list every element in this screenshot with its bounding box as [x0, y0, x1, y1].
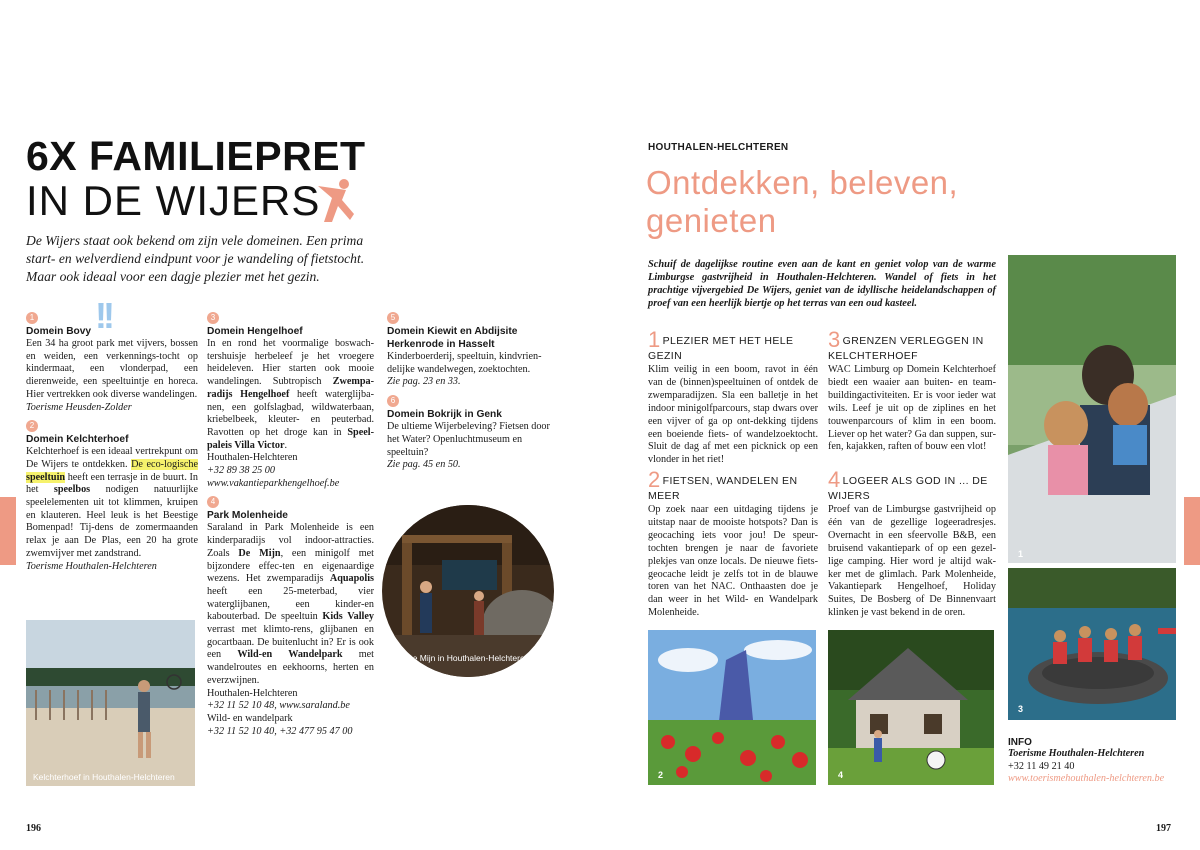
- exclamation-mark: !!: [95, 295, 111, 336]
- domain-title: Domein Kiewit en Abdijsite Herkenrode in Hasselt: [387, 326, 518, 350]
- domain-title: Domein Kelchterhoef: [26, 434, 129, 446]
- info-block: [1008, 737, 1188, 786]
- photo-number: 2: [658, 770, 664, 780]
- domain-number-badge: 6: [387, 395, 399, 407]
- domain-body: Kinderboerderij, speeltuin, kindvrien-delijke wandelwegen, zoektochten.: [387, 351, 542, 375]
- tower-photo: [648, 630, 816, 785]
- family-photo: [1008, 255, 1176, 563]
- photo-caption: De Mijn in Houthalen-Helchteren: [406, 653, 530, 663]
- section-body: Proef van de Limburgse gastvrijheid op één van de gezellige logeeradresjes. Overnacht in een sfeervolle B&B, een bruisend vakantiepark of op een gezel-lige camping. Hier word je altijd wak-ker met de glimlach. Park Molenheide, Vakantiepark Hengelhoef, Holiday Suites, De Bosberg of De Binnenvaart klinken je vast bekend in de oren.: [828, 504, 996, 619]
- highlighted-text: De eco-logische speeltuin: [26, 458, 199, 483]
- page-title-line1: 6X FAMILIEPRET: [26, 133, 366, 179]
- section-heading: 1 PLEZIER MET HET HELE GEZIN: [648, 327, 794, 362]
- right-page-title: Ontdekken, beleven, genieten: [646, 164, 959, 239]
- page-number-left: 196: [26, 823, 41, 834]
- info-phone: +32 11 49 21 40: [1008, 760, 1075, 772]
- region-kicker: HOUTHALEN-HELCHTEREN: [648, 142, 789, 153]
- section-2: [648, 467, 818, 620]
- domain-column-3: [387, 312, 555, 472]
- photo-number: 1: [1018, 549, 1024, 559]
- domain-number-badge: 2: [26, 420, 38, 432]
- domain-title: Domein Bokrijk in Genk: [387, 409, 502, 421]
- right-intro: Schuif de dagelijkse routine even aan de kant en geniet volop van de warme Limburgse gastvrijheid in Houthalen-Helchteren. Wandel of fiets in het prachtige vijvergebied De Wijers, geniet van de idyllische heidelandschappen of proef van een heerlijk biertje op het terras van een oud kasteel.: [648, 259, 996, 309]
- page-number-right: 197: [1156, 823, 1171, 834]
- domain-place: Houthalen-Helchteren: [207, 452, 298, 464]
- domain-title: Domein Hengelhoef: [207, 326, 303, 337]
- domain-url-link[interactable]: www.saraland.be: [279, 700, 350, 712]
- domain-body: In en rond het voormalige boswach-tershuisje herbeleef je het vroegere heideleven. Hier starten ook mooie wandelingen. Subtropisch Zwempa-radijs Hengelhoef heeft waterglijba-nen, een golfslagbad, wildwaterbaan, kriebelbeek, kleuter- en peuterbad. Ravotten op het droge kan in Speel-paleis Villa Victor.: [207, 338, 375, 451]
- page-title-line2: IN DE WIJERS: [26, 177, 321, 224]
- info-label: INFO: [1008, 737, 1032, 748]
- domain-body: Kelchterhoef is een ideaal vertrekpunt om De Wijers te ontdekken. De eco-logische speeltuin heeft een terrasje in de buurt. In het speelbos nodigen natuurlijke speelelementen uit tot klimmen, kruipen en klauteren. Heel leuk is het Beestige Bomenpad! Tij-dens de zomermaanden relax je aan De Plas, een 20 ha grote zwemvijver met zandstrand.: [26, 446, 199, 559]
- right-side-tab: [1184, 497, 1200, 565]
- domain-number-badge: 4: [207, 496, 219, 508]
- domain-number-badge: 3: [207, 312, 219, 324]
- section-body: Op zoek naar een uitdaging tijdens je uitstap naar de mooiste hotspots? Dan is geocaching iets voor jou! De speur-tochten brengen je naar de favoriete plekjes van onze locals. De nieuwe fiets-geocache leidt je zelfs tot in de blauwe toren van het NAC. Onthaasten doe je dan weer in het Wild- en Wandelpark Molenheide.: [648, 504, 818, 619]
- domain-number-badge: 5: [387, 312, 399, 324]
- domain-number-badge: 1: [26, 312, 38, 324]
- domain-ref: Zie pag. 23 en 33.: [387, 376, 461, 388]
- domain-title: Park Molenheide: [207, 510, 288, 522]
- rafting-photo: [1008, 568, 1176, 720]
- domain-contact: +32 11 52 10 48, www.saraland.be: [207, 700, 350, 712]
- domain-place: Wild- en wandelpark: [207, 712, 293, 724]
- mine-photo: [382, 505, 554, 677]
- intro-text: De Wijers staat ook bekend om zijn vele domeinen. Een prima start- en welverdiend eindpunt voor je wandeling of fietstocht. Maar ook ideaal voor een dagje plezier met het gezin.: [26, 233, 365, 284]
- domain-source: Toerisme Houthalen-Helchteren: [26, 560, 157, 572]
- info-url-link[interactable]: www.toerismehouthalen-helchteren.be: [1008, 773, 1165, 785]
- domain-title: Domein Bovy: [26, 326, 92, 337]
- photo-number: 3: [1018, 704, 1024, 714]
- section-3: [828, 327, 996, 454]
- domain-url-link[interactable]: www.vakantieparkhengelhoef.be: [207, 477, 340, 489]
- photo-number: 4: [838, 770, 844, 780]
- domain-body: Een 34 ha groot park met vijvers, bossen en weiden, een verkennings-tocht op kindermaat, een vlonderpad, een dierenweide, een speeltuintje en horeca. Hier vertrekken ook diverse wandelingen.: [26, 338, 198, 400]
- section-1: [648, 327, 818, 467]
- domain-phone: +32 11 52 10 40, +32 477 95 47 00: [207, 725, 353, 737]
- section-body: WAC Limburg op Domein Kelchterhoef biedt een waaier aan buiten- en team-buildingactiviteiten. Er is voor ieder wat wils. Leef je uit op de ziplines en het touwenparcours of klim in een boom. Liever op het water? Ga dan suppen, sur-fen, kajakken, raften of bouw een vlot!: [828, 364, 996, 453]
- house-photo: [828, 630, 994, 785]
- domain-phone: +32 89 38 25 00: [207, 465, 275, 477]
- photo-caption: Kelchterhoef in Houthalen-Helchteren: [33, 772, 175, 782]
- section-body: Klim veilig in een boom, ravot in één van de (binnen)speeltuinen of ontdek de zwemparadijzen. Sla een balletje in het indoor minigolfparcours, stap dwars over een vijver of ga op ont-dekking tijdens een boeiende fiets- of wandelzoektocht. Sluit de dag af met een picknick op een vlonder in het riet!: [648, 364, 818, 466]
- domain-body: De ultieme Wijerbeleving? Fietsen door het Water? Openluchtmuseum en speeltuin?: [387, 421, 550, 458]
- jumping-figure-icon: [312, 178, 356, 226]
- domain-body: Saraland in Park Molenheide is een kinderparadijs vol indoor-attracties. Zoals De Mijn, een minigolf met bijzondere effec-ten en eigenaardige wezens. Het zwemparadijs Aquapolis heeft een 25-meterbad, vier waterglijbanen, een kinder-en kabouterbad. De speeltuin Kids Valley verrast met klimto-rens, glijbanen en gocartbaan. De buitenlucht in? Er is ook een Wild-en Wandelpark met wandelroutes en eekhoorns, herten en everzwijnen.: [207, 522, 375, 686]
- left-side-tab: [0, 497, 16, 565]
- info-org: Toerisme Houthalen-Helchteren: [1008, 748, 1145, 759]
- domain-column-1: [26, 312, 198, 573]
- section-heading: 4 LOGEER ALS GOD IN ... DE WIJERS: [828, 467, 988, 502]
- domain-source: Toerisme Heusden-Zolder: [26, 401, 132, 413]
- section-heading: 3 GRENZEN VERLEGGEN IN KELCHTERHOEF: [828, 327, 984, 362]
- domain-column-2: [207, 312, 374, 738]
- section-heading: 2 FIETSEN, WANDELEN EN MEER: [648, 467, 798, 502]
- section-4: [828, 467, 996, 620]
- beach-photo: [26, 620, 195, 786]
- domain-place: Houthalen-Helchteren: [207, 687, 298, 699]
- domain-ref: Zie pag. 45 en 50.: [387, 459, 461, 471]
